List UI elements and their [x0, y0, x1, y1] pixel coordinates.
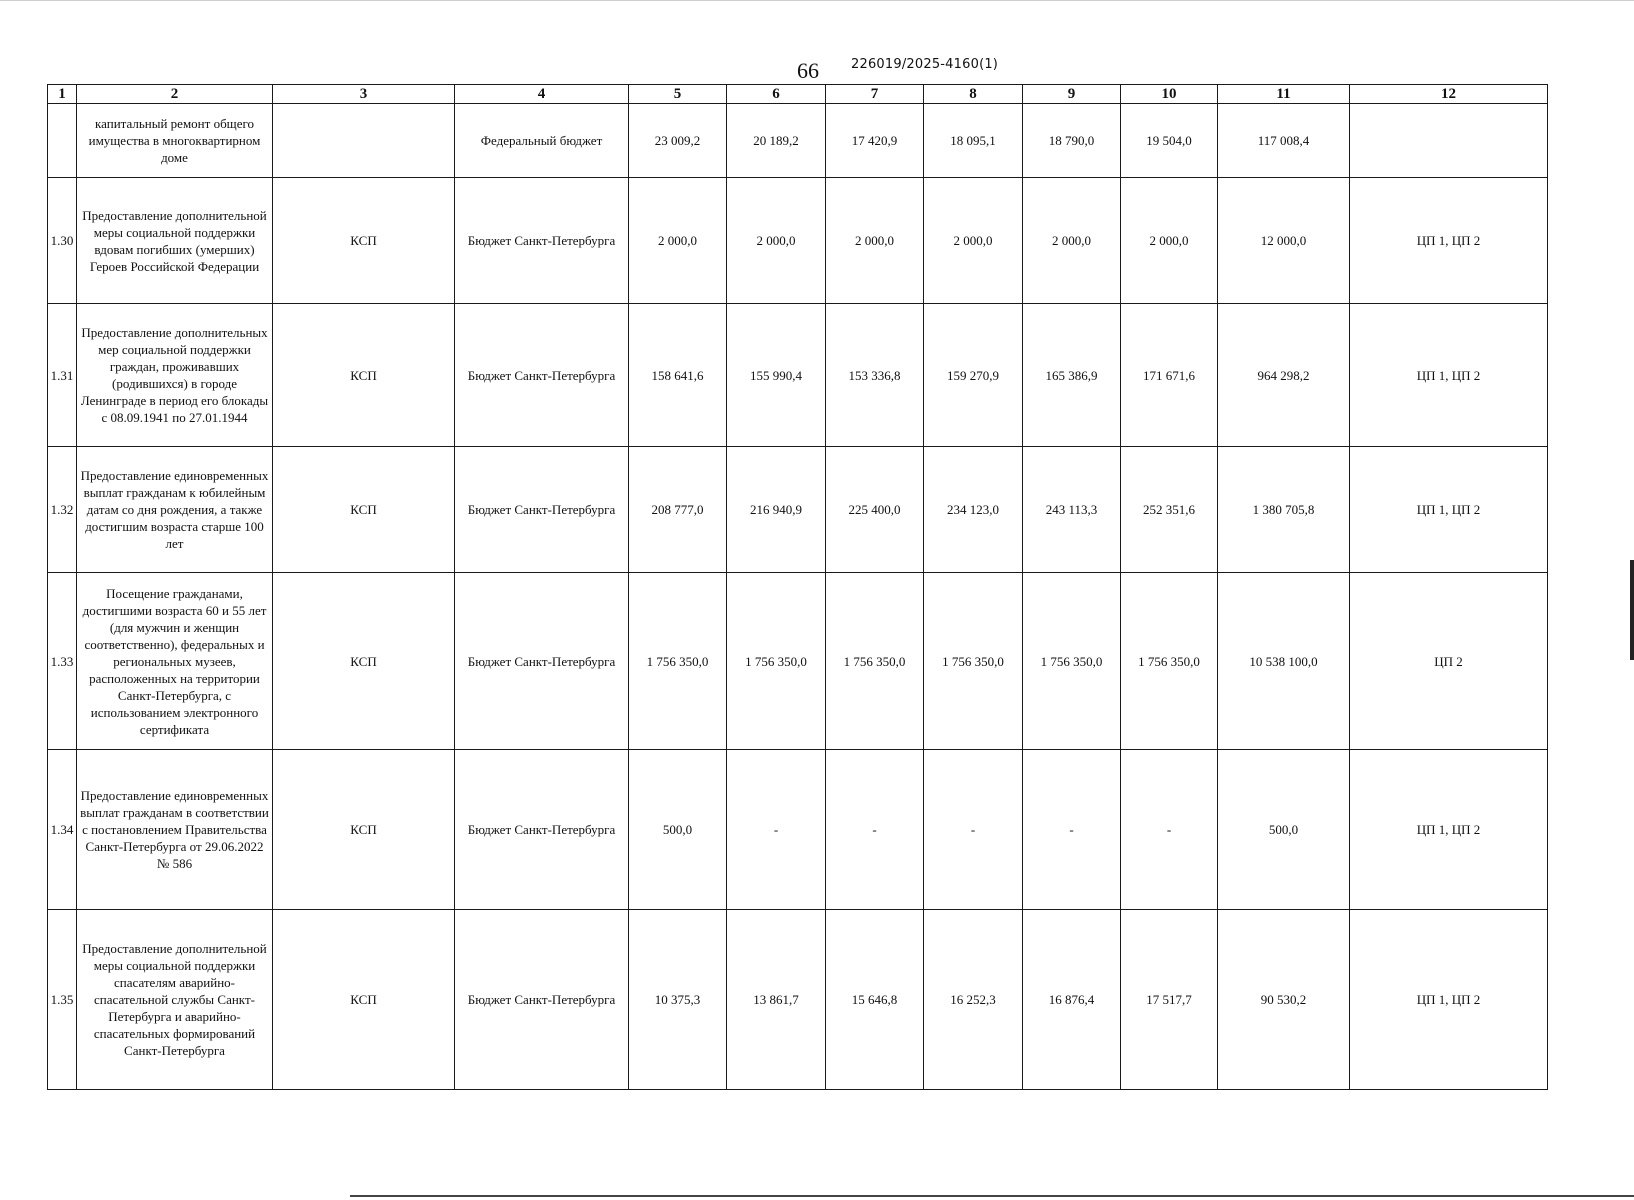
amount-col8: 2 000,0	[924, 178, 1023, 304]
measure-name: Посещение гражданами, достигшими возраста 60 и 55 лет (для мужчин и женщин соответственно), федеральных и региональных музеев, расположенных на территории Санкт-Петербурга, с использованием электронного сертификата	[77, 573, 273, 750]
row-number: 1.34	[48, 750, 77, 910]
funding-source: Федеральный бюджет	[455, 104, 629, 178]
table-row	[48, 304, 1548, 447]
target-indicators: ЦП 2	[1350, 573, 1548, 750]
measure-name: капитальный ремонт общего имущества в многоквартирном доме	[77, 104, 273, 178]
funding-source: Бюджет Санкт-Петербурга	[455, 910, 629, 1090]
measure-name: Предоставление единовременных выплат гражданам в соответствии с постановлением Правительства Санкт-Петербурга от 29.06.2022 № 586	[77, 750, 273, 910]
executor: КСП	[273, 447, 455, 573]
amount-total: 1 380 705,8	[1218, 447, 1350, 573]
amount-col5: 2 000,0	[629, 178, 727, 304]
scan-top-edge	[0, 0, 1634, 1]
amount-total: 117 008,4	[1218, 104, 1350, 178]
amount-col10: 171 671,6	[1121, 304, 1218, 447]
amount-col8: 16 252,3	[924, 910, 1023, 1090]
amount-col7: 2 000,0	[826, 178, 924, 304]
funding-source: Бюджет Санкт-Петербурга	[455, 304, 629, 447]
executor: КСП	[273, 750, 455, 910]
column-number-header-row	[48, 85, 1548, 104]
amount-total: 500,0	[1218, 750, 1350, 910]
amount-col5: 1 756 350,0	[629, 573, 727, 750]
target-indicators: ЦП 1, ЦП 2	[1350, 178, 1548, 304]
amount-col6: 13 861,7	[727, 910, 826, 1090]
col-header-1: 1	[48, 85, 77, 104]
amount-col6: 216 940,9	[727, 447, 826, 573]
col-header-11: 11	[1218, 85, 1350, 104]
amount-col7: -	[826, 750, 924, 910]
col-header-4: 4	[455, 85, 629, 104]
measure-name: Предоставление дополнительной меры социальной поддержки вдовам погибших (умерших) Героев Российской Федерации	[77, 178, 273, 304]
funding-source: Бюджет Санкт-Петербурга	[455, 178, 629, 304]
page-number: 66	[797, 58, 819, 83]
amount-col7: 1 756 350,0	[826, 573, 924, 750]
measure-name: Предоставление дополнительных мер социальной поддержки граждан, проживавших (родившихся) в городе Ленинграде в период его блокады с 08.09.1941 по 27.01.1944	[77, 304, 273, 447]
table-row	[48, 447, 1548, 573]
amount-col5: 23 009,2	[629, 104, 727, 178]
amount-col8: 1 756 350,0	[924, 573, 1023, 750]
target-indicators: ЦП 1, ЦП 2	[1350, 447, 1548, 573]
col-header-8: 8	[924, 85, 1023, 104]
amount-col9: 16 876,4	[1023, 910, 1121, 1090]
table-row	[48, 910, 1548, 1090]
amount-col9: 2 000,0	[1023, 178, 1121, 304]
executor: КСП	[273, 178, 455, 304]
amount-total: 964 298,2	[1218, 304, 1350, 447]
amount-col7: 225 400,0	[826, 447, 924, 573]
amount-col6: 2 000,0	[727, 178, 826, 304]
col-header-2: 2	[77, 85, 273, 104]
col-header-9: 9	[1023, 85, 1121, 104]
amount-col8: 159 270,9	[924, 304, 1023, 447]
amount-col8: -	[924, 750, 1023, 910]
table-row	[48, 104, 1548, 178]
funding-source: Бюджет Санкт-Петербурга	[455, 447, 629, 573]
executor: КСП	[273, 573, 455, 750]
amount-total: 12 000,0	[1218, 178, 1350, 304]
scan-bottom-edge	[350, 1195, 1634, 1197]
amount-col10: 2 000,0	[1121, 178, 1218, 304]
executor: КСП	[273, 304, 455, 447]
amount-col5: 208 777,0	[629, 447, 727, 573]
scan-binding-mark	[1630, 560, 1634, 660]
amount-col9: 18 790,0	[1023, 104, 1121, 178]
amount-col6: -	[727, 750, 826, 910]
amount-col10: 252 351,6	[1121, 447, 1218, 573]
amount-col5: 158 641,6	[629, 304, 727, 447]
table-row	[48, 178, 1548, 304]
amount-col7: 153 336,8	[826, 304, 924, 447]
col-header-5: 5	[629, 85, 727, 104]
amount-col6: 155 990,4	[727, 304, 826, 447]
target-indicators: ЦП 1, ЦП 2	[1350, 304, 1548, 447]
target-indicators	[1350, 104, 1548, 178]
row-number: 1.35	[48, 910, 77, 1090]
amount-col5: 500,0	[629, 750, 727, 910]
funding-source: Бюджет Санкт-Петербурга	[455, 750, 629, 910]
amount-col7: 17 420,9	[826, 104, 924, 178]
col-header-12: 12	[1350, 85, 1548, 104]
amount-col10: -	[1121, 750, 1218, 910]
amount-col8: 234 123,0	[924, 447, 1023, 573]
table-row	[48, 750, 1548, 910]
amount-col10: 19 504,0	[1121, 104, 1218, 178]
amount-col9: 165 386,9	[1023, 304, 1121, 447]
table-row	[48, 573, 1548, 750]
row-number	[48, 104, 77, 178]
measure-name: Предоставление единовременных выплат гражданам к юбилейным датам со дня рождения, а также достигшим возраста старше 100 лет	[77, 447, 273, 573]
col-header-3: 3	[273, 85, 455, 104]
amount-col6: 20 189,2	[727, 104, 826, 178]
amount-col9: 243 113,3	[1023, 447, 1121, 573]
funding-source: Бюджет Санкт-Петербурга	[455, 573, 629, 750]
amount-col9: -	[1023, 750, 1121, 910]
target-indicators: ЦП 1, ЦП 2	[1350, 750, 1548, 910]
amount-col6: 1 756 350,0	[727, 573, 826, 750]
target-indicators: ЦП 1, ЦП 2	[1350, 910, 1548, 1090]
executor: КСП	[273, 910, 455, 1090]
document-registration-number: 226019/2025-4160(1)	[851, 57, 999, 72]
amount-total: 10 538 100,0	[1218, 573, 1350, 750]
amount-col8: 18 095,1	[924, 104, 1023, 178]
row-number: 1.30	[48, 178, 77, 304]
col-header-7: 7	[826, 85, 924, 104]
row-number: 1.33	[48, 573, 77, 750]
row-number: 1.31	[48, 304, 77, 447]
amount-total: 90 530,2	[1218, 910, 1350, 1090]
amount-col7: 15 646,8	[826, 910, 924, 1090]
col-header-6: 6	[727, 85, 826, 104]
executor	[273, 104, 455, 178]
budget-table	[47, 84, 1548, 1090]
amount-col9: 1 756 350,0	[1023, 573, 1121, 750]
amount-col10: 17 517,7	[1121, 910, 1218, 1090]
row-number: 1.32	[48, 447, 77, 573]
amount-col10: 1 756 350,0	[1121, 573, 1218, 750]
measure-name: Предоставление дополнительной меры социальной поддержки спасателям аварийно-спасательной службы Санкт-Петербурга и аварийно-спасательных формирований Санкт-Петербурга	[77, 910, 273, 1090]
amount-col5: 10 375,3	[629, 910, 727, 1090]
col-header-10: 10	[1121, 85, 1218, 104]
